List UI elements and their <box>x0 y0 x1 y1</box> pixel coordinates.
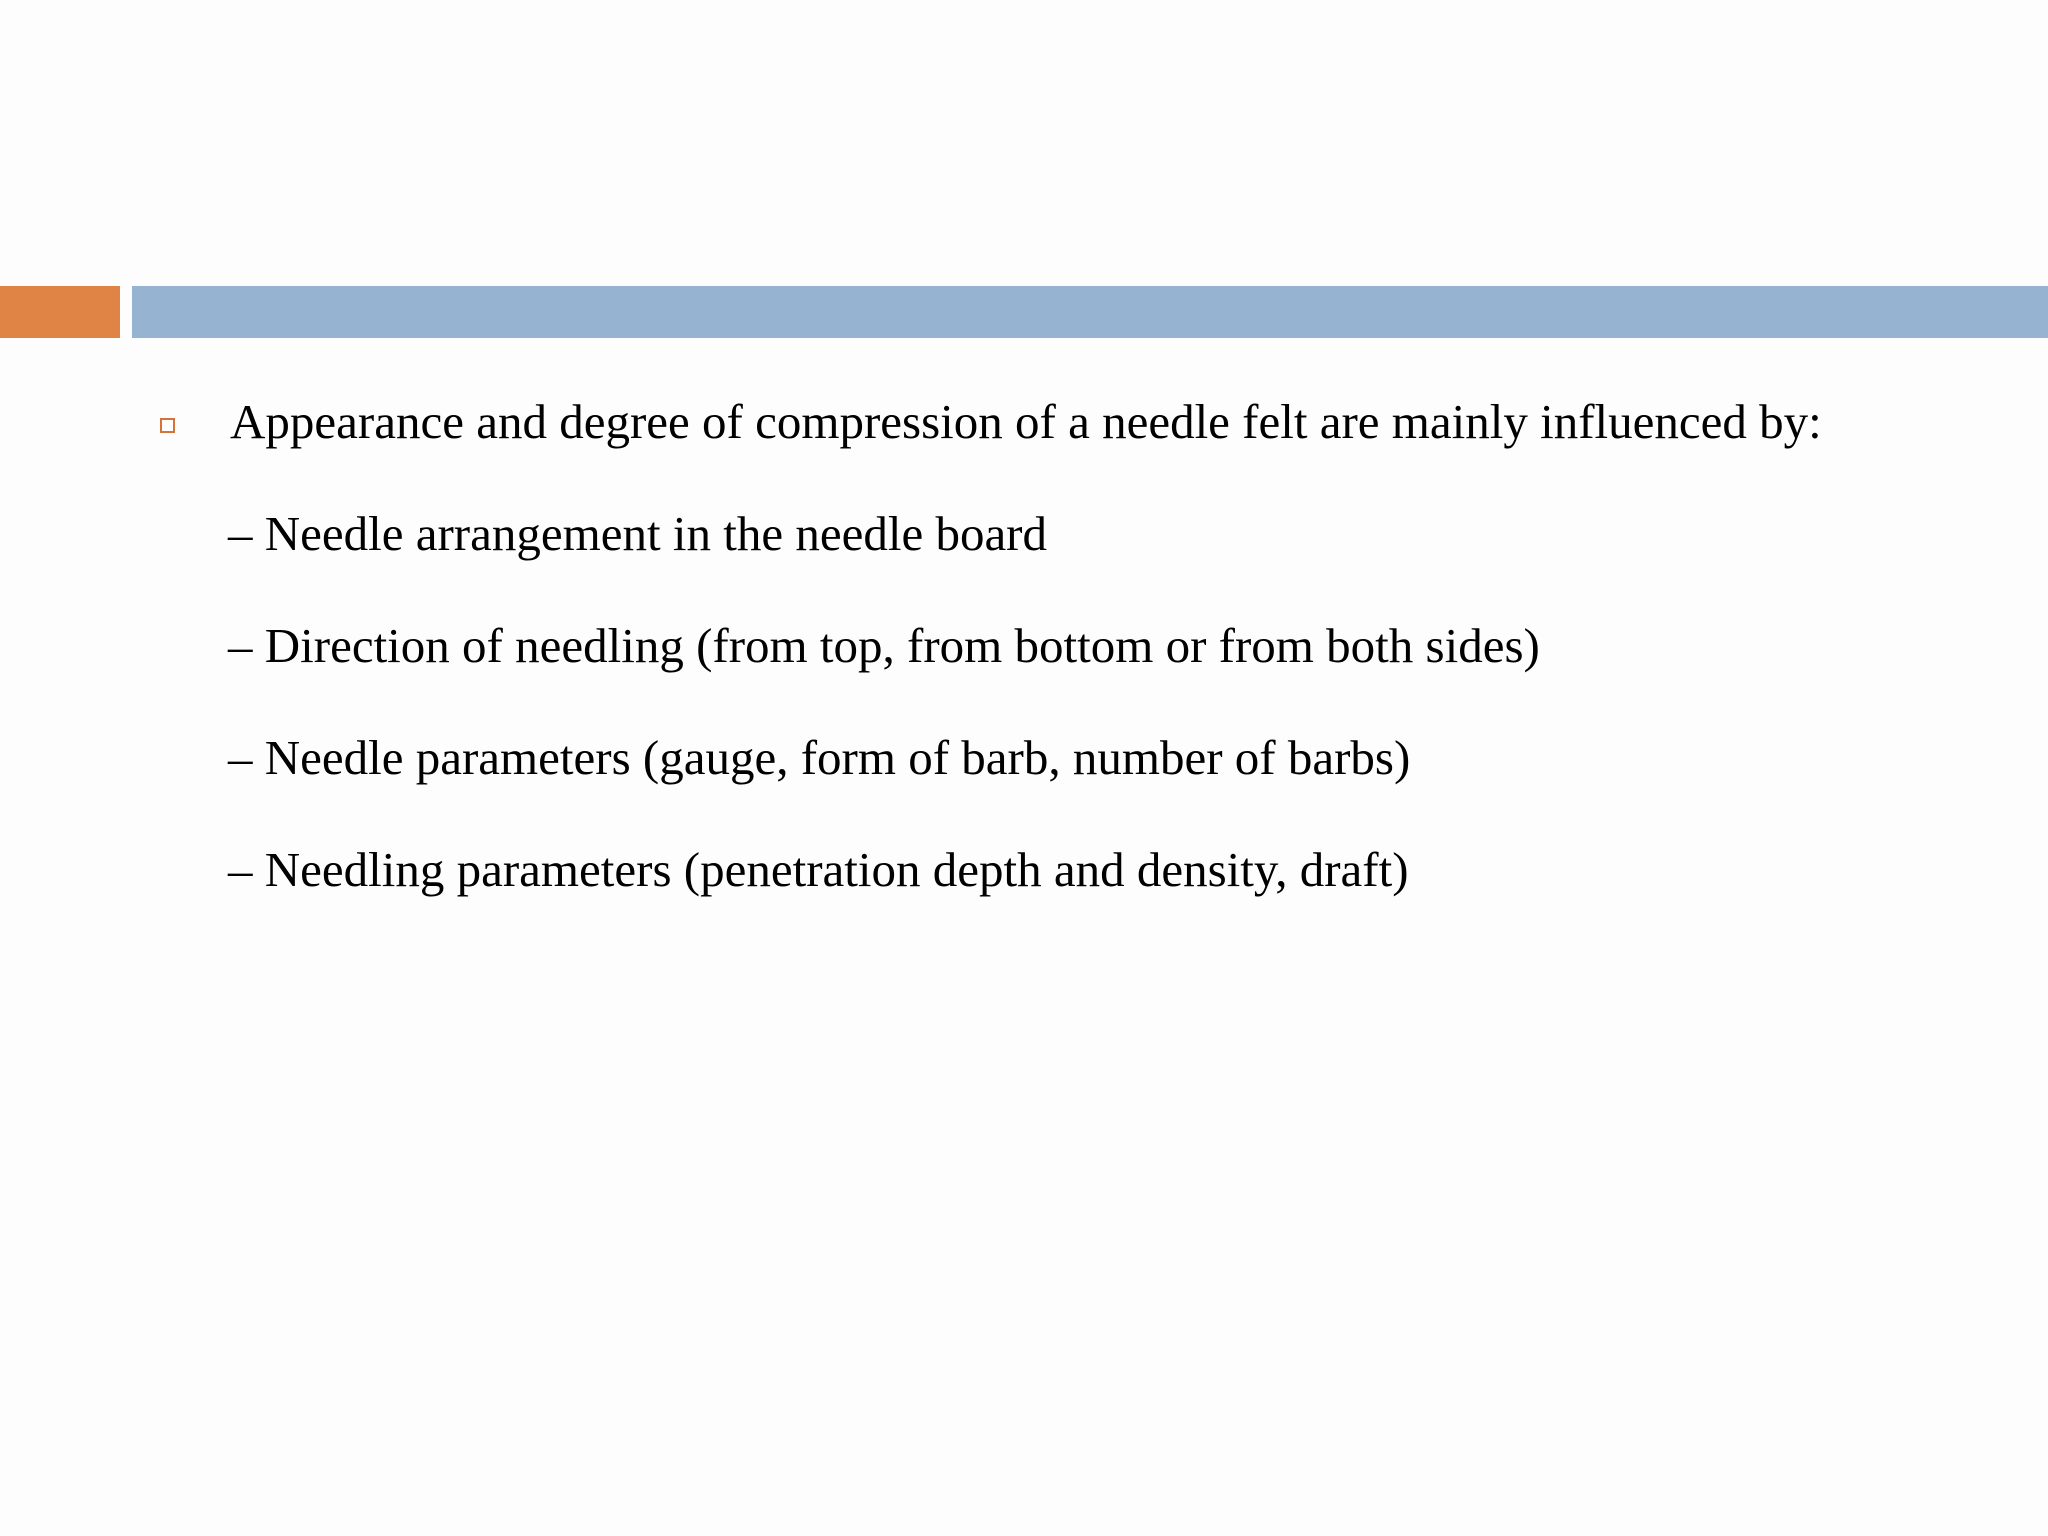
sub-item-needle-arrangement: – Needle arrangement in the needle board <box>228 506 1048 561</box>
sub-item-direction-of-needling: – Direction of needling (from top, from bottom or from both sides) <box>228 618 1540 673</box>
accent-bar-blue <box>132 286 2048 338</box>
square-bullet-icon <box>160 418 175 433</box>
bullet-item <box>160 390 1822 454</box>
sub-item-needle-parameters: – Needle parameters (gauge, form of barb, number of barbs) <box>228 730 1411 785</box>
bullet-text: Appearance and degree of compression of a needle felt are mainly influenced by: <box>230 394 1822 449</box>
sub-item-needling-parameters: – Needling parameters (penetration depth and density, draft) <box>228 842 1409 897</box>
accent-bar-orange <box>0 286 120 338</box>
